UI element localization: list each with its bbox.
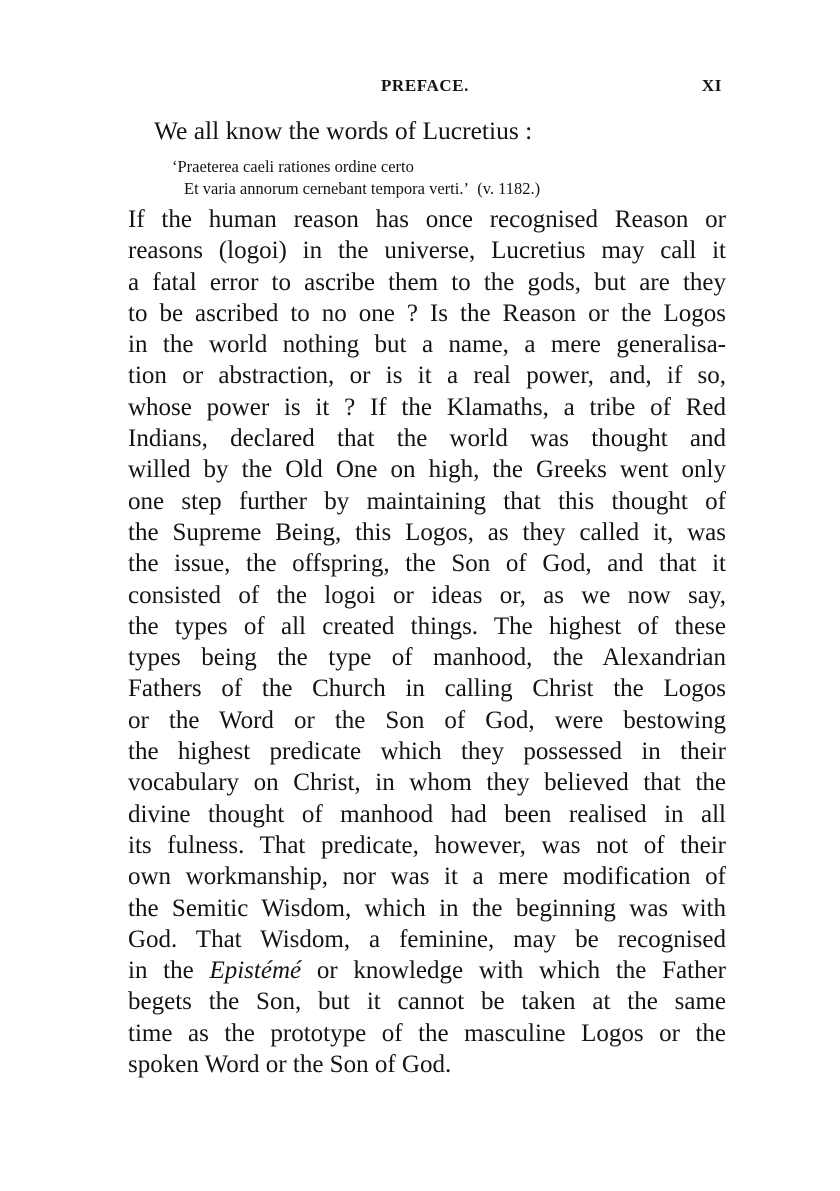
body-line: whose power is it ? If the Klamaths, a tribe of Red [128,393,726,421]
line-text-after-italic: or knowledge with which the Father [301,957,726,985]
line-text-before-italic: in the [128,957,210,985]
body-line: vocabulary on Christ, in whom they believed that the [128,769,726,797]
body-line: or the Word or the Son of God, were bestowing [128,706,726,734]
page-number: XI [701,76,722,95]
body-line: divine thought of manhood had been realised in all [128,800,726,828]
body-line: to be ascribed to no one ? Is the Reason or the Logos [128,299,726,327]
quote-reference: (v. 1182.) [477,179,541,198]
body-line-with-italic [128,955,726,986]
body-line-last: spoken Word or the Son of God. [128,1051,452,1079]
body-line: tion or abstraction, or is it a real power, and, if so, [128,362,726,390]
body-line: reasons (logoi) in the universe, Lucretius may call it [128,237,726,265]
body-line: the Supreme Being, this Logos, as they called it, was [128,518,726,546]
body-line: own workmanship, nor was it a mere modification of [128,863,726,891]
body-text [128,204,726,1080]
body-line: one step further by maintaining that this thought of [128,487,726,515]
running-head [128,76,722,100]
body-line: the highest predicate which they possessed in their [128,738,726,766]
body-line: the issue, the offspring, the Son of God, and that it [128,550,726,578]
body-line: a fatal error to ascribe them to the gods, but are they [128,268,726,296]
quote-line-1: ‘Praeterea caeli rationes ordine certo [172,157,414,176]
body-line: God. That Wisdom, a feminine, may be recognised [128,925,726,953]
quote-line-2-text: Et varia annorum cernebant tempora verti.’ [184,179,469,198]
latin-quote [172,156,732,200]
body-line: the types of all created things. The highest of these [128,612,726,640]
body-line: consisted of the logoi or ideas or, as we now say, [128,581,726,609]
body-line: types being the type of manhood, the Alexandrian [128,644,726,672]
italic-term: Epistémé [209,957,302,985]
body-line: in the world nothing but a name, a mere generalisa- [128,331,726,359]
body-line: Fathers of the Church in calling Christ the Logos [128,675,726,703]
quote-line-2 [172,178,732,200]
body-line: begets the Son, but it cannot be taken at the same [128,988,726,1016]
body-line: willed by the Old One on high, the Greeks went only [128,456,726,484]
body-line: If the human reason has once recognised Reason or [128,206,726,233]
body-line: its fulness. That predicate, however, was not of their [128,831,726,859]
body-line: Indians, declared that the world was thought and [128,425,726,453]
running-title: PREFACE. [380,76,470,95]
body-line: time as the prototype of the masculine Logos or the [128,1019,726,1047]
intro-line: We all know the words of Lucretius : [154,116,533,145]
body-line: the Semitic Wisdom, which in the beginning was with [128,894,726,922]
